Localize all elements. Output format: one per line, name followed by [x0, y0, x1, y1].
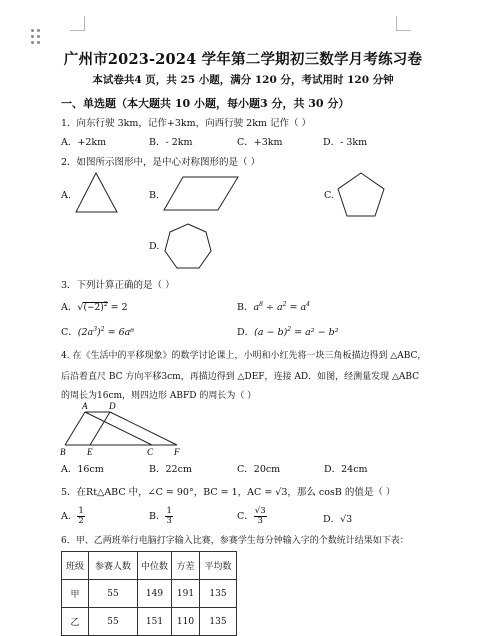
document-title: 广州市2023-2024 学年第二学期初三数学月考练习卷 — [63, 51, 423, 68]
label-e: E — [87, 447, 93, 457]
table-cell: 110 — [172, 608, 200, 636]
fraction-one-half — [77, 507, 84, 526]
table-cell: 135 — [200, 608, 237, 636]
drag-handle-icon[interactable] — [31, 29, 43, 45]
heptagon-icon — [164, 223, 214, 271]
q5-option-b-numerator: 1 — [166, 506, 172, 516]
table-cell: 55 — [89, 580, 138, 608]
parallelogram-icon — [163, 176, 241, 212]
table-cell: 191 — [172, 580, 200, 608]
q3-option-d-result: = a² − b² — [294, 327, 339, 338]
question-4-line-1: 4. 在《生活中的平移现象》的数学讨论课上，小明和小红先将一块三角板描边得到 △ABC， — [61, 351, 427, 361]
q2-option-d-label: D. — [149, 241, 160, 252]
q1-option-d: D．- 3km — [323, 137, 368, 148]
pentagon-icon — [337, 172, 387, 218]
q3-option-c — [61, 324, 134, 338]
table-cell: 甲 — [62, 580, 89, 608]
q5-option-a-denominator: 2 — [78, 516, 84, 526]
q2-option-a-label: A. — [61, 190, 71, 201]
table-header-row — [62, 552, 237, 580]
translation-figure — [60, 402, 190, 457]
table-header-cell: 中位数 — [138, 552, 172, 580]
table-header-cell: 平均数 — [200, 552, 237, 580]
table-row — [62, 608, 237, 636]
q3-option-b-expression: $a^8 \div a^2 = a^4$ — [253, 300, 310, 313]
question-2-text: 2．如图所示图形中，是中心对称图形的是（ ） — [61, 157, 261, 168]
page-corner-top-left — [70, 16, 85, 31]
q1-option-c: C．+3km — [237, 137, 283, 148]
label-a: A — [82, 401, 88, 411]
q3-option-b — [237, 299, 310, 313]
q1-option-b: B．- 2km — [149, 137, 193, 148]
q3-option-a — [61, 299, 128, 313]
q5-option-a-label: A． — [61, 511, 78, 522]
q3-option-d-label: D． — [237, 327, 255, 338]
question-3-text: 3．下列计算正确的是（ ） — [61, 280, 175, 291]
q3-option-b-label: B． — [237, 302, 254, 313]
q3-option-a-label: A． — [61, 302, 78, 313]
table-cell: 151 — [138, 608, 172, 636]
q4-option-d: D．24cm — [324, 464, 368, 475]
q4-option-c: C．20cm — [237, 464, 281, 475]
q5-option-b-denominator: 3 — [166, 516, 172, 526]
q3-option-c-label: C． — [61, 327, 78, 338]
q5-option-c — [237, 507, 267, 526]
table-header-cell: 参赛人数 — [89, 552, 138, 580]
segment-de — [90, 412, 110, 445]
q5-option-d: D．√3 — [323, 514, 353, 525]
section-heading: 一、单选题（本大题共 10 小题，每小题3 分，共 30 分） — [61, 97, 350, 110]
label-f: F — [174, 447, 180, 457]
question-5-text: 5．在Rt△ABC 中，∠C = 90°，BC = 1，AC = √3，那么 cosB 的值是（ ） — [61, 487, 396, 498]
table-cell: 135 — [200, 580, 237, 608]
label-b: B — [60, 447, 66, 457]
q3-option-d — [237, 324, 339, 338]
q5-option-c-denominator: 3 — [257, 516, 263, 526]
question-4-line-3: 的周长为16cm，则四边形 ABFD 的周长为（ ） — [61, 391, 257, 401]
q2-option-c-label: C. — [324, 190, 334, 201]
table-cell: 55 — [89, 608, 138, 636]
question-6-text: 6．甲、乙两班举行电脑打字输入比赛，参赛学生每分钟输入字的个数统计结果如下表： — [61, 536, 409, 546]
q4-option-b: B．22cm — [149, 464, 192, 475]
q5-option-c-label: C． — [237, 511, 254, 522]
question-1-text: 1．向东行驶 3km，记作+3km，向西行驶 2km 记作（ ） — [61, 118, 312, 129]
table-header-cell: 方差 — [172, 552, 200, 580]
question-4-line-2: 后沿着直尺 BC 方向平移3cm，再描边得到 △DEF，连接 AD．如图，经测量发现 △ABC — [61, 372, 420, 382]
label-c: C — [147, 447, 154, 457]
document-subtitle: 本试卷共4 页，共 25 小题，满分 120 分，考试用时 120 分钟 — [92, 74, 394, 86]
triangle-icon — [75, 172, 120, 214]
q5-option-b-label: B． — [149, 511, 166, 522]
q3-option-c-expression: $(2a^3)^2$ — [77, 325, 105, 338]
typing-results-table — [61, 551, 237, 636]
q2-option-b-label: B. — [149, 190, 160, 201]
fraction-root3-over-3 — [254, 507, 267, 526]
table-row — [62, 580, 237, 608]
q1-option-a: A．+2km — [61, 137, 107, 148]
table-header-cell: 班级 — [62, 552, 89, 580]
segment-df — [110, 412, 177, 445]
q5-option-a-numerator: 1 — [78, 506, 84, 516]
fraction-one-third — [165, 507, 172, 526]
q3-option-c-result: = 6a⁶ — [107, 327, 135, 338]
q5-option-b — [149, 507, 173, 526]
sqrt-expression: $√(-2)^2$ — [77, 301, 108, 313]
table-cell: 乙 — [62, 608, 89, 636]
q4-option-a: A．16cm — [61, 464, 104, 475]
table-cell: 149 — [138, 580, 172, 608]
q3-option-d-expression: $(a - b)^2$ — [254, 325, 292, 338]
label-d: D — [109, 401, 116, 411]
q5-option-c-numerator: √3 — [254, 506, 266, 516]
q5-option-a — [61, 507, 85, 526]
q3-option-a-result: = 2 — [110, 302, 128, 313]
segment-ab — [65, 412, 85, 445]
segment-ac — [85, 412, 152, 445]
page-corner-top-right — [396, 16, 411, 31]
